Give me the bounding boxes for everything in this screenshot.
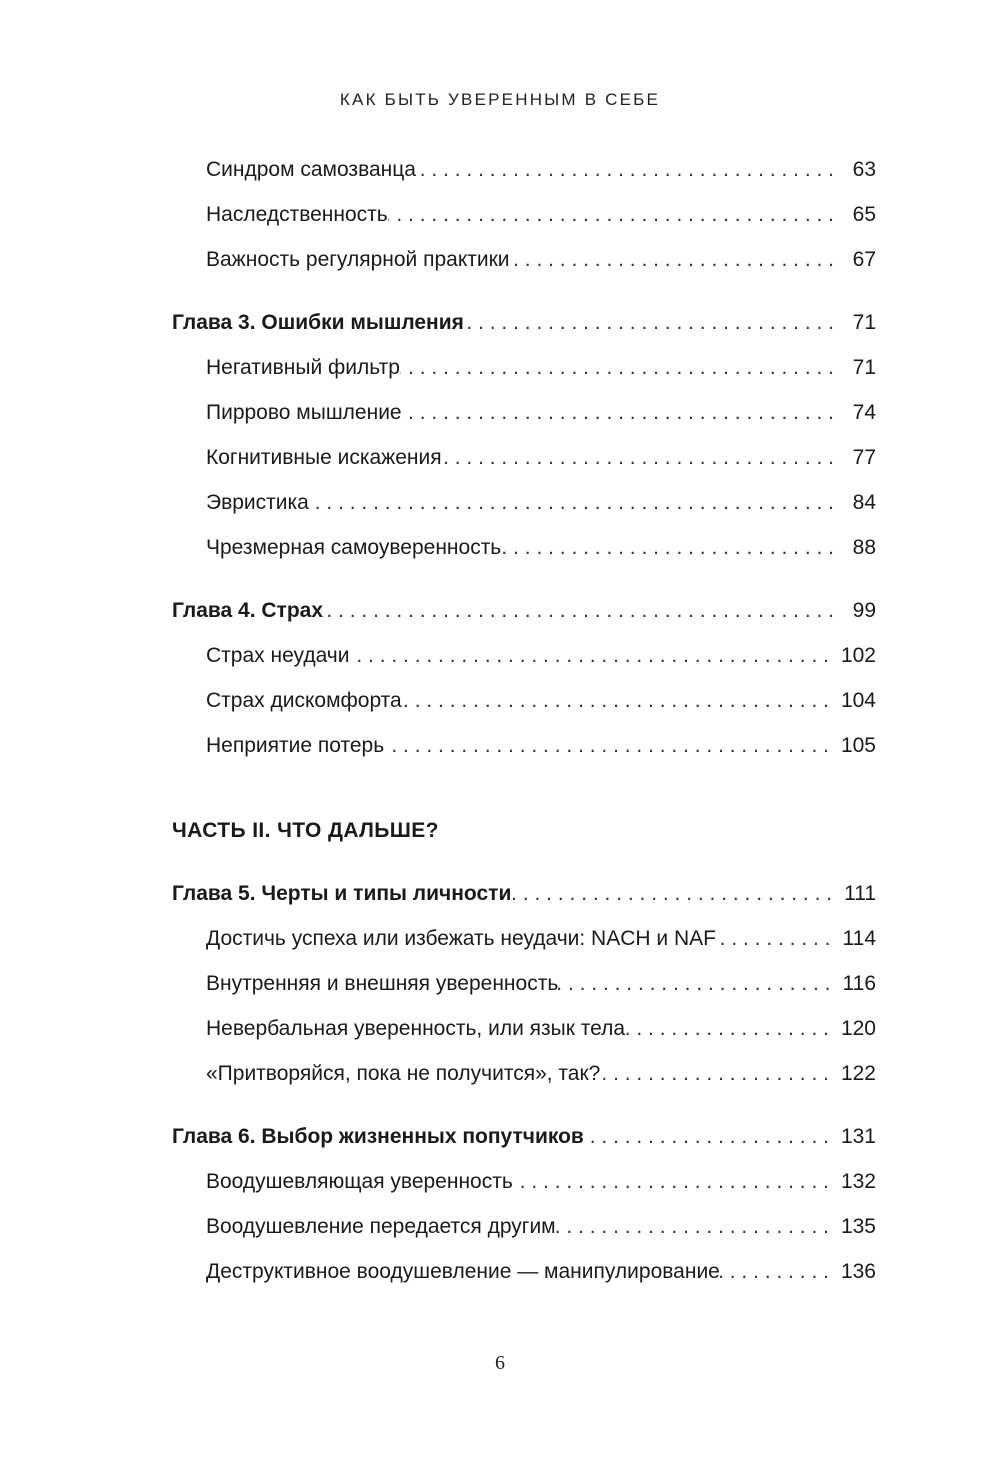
toc-entry[interactable]	[172, 147, 876, 192]
dot-leader	[511, 871, 832, 916]
dot-leader	[625, 1006, 829, 1051]
spacer	[172, 282, 876, 300]
toc-entry-label: Деструктивное воодушевление — манипулирование	[206, 1260, 720, 1283]
toc-entry-label: Наследственность	[206, 203, 388, 226]
toc-entry[interactable]	[172, 480, 876, 525]
dot-leader	[309, 480, 834, 525]
toc-entry[interactable]	[172, 525, 876, 570]
dot-leader	[416, 147, 834, 192]
toc-entry-label: Синдром самозванца	[206, 158, 416, 181]
toc-entry-page: 116	[842, 972, 876, 995]
toc-entry-label: Пиррово мышление	[206, 401, 402, 424]
toc-entry[interactable]	[172, 435, 876, 480]
toc-entry-page: 120	[840, 1017, 876, 1040]
toc-entry-page: 122	[840, 1062, 876, 1085]
toc-entry-page: 63	[852, 158, 876, 181]
toc-entry[interactable]	[172, 678, 876, 723]
dot-leader	[556, 1204, 829, 1249]
toc-entry-page: 132	[840, 1170, 876, 1193]
toc-entry-page: 65	[852, 203, 876, 226]
toc-entry-label: Внутренняя и внешняя уверенность	[206, 972, 559, 995]
spacer	[172, 768, 876, 808]
toc-entry-page: 136	[840, 1260, 876, 1283]
dot-leader	[402, 678, 829, 723]
toc-entry[interactable]	[172, 1159, 876, 1204]
toc-entry[interactable]	[172, 1204, 876, 1249]
toc-entry-label: Эвристика	[206, 491, 309, 514]
toc-entry[interactable]	[172, 390, 876, 435]
dot-leader	[513, 1159, 829, 1204]
toc-entry-label: Важность регулярной практики	[206, 248, 510, 271]
dot-leader	[402, 390, 834, 435]
toc-entry-label: Негативный фильтр	[206, 356, 400, 379]
toc-chapter-3[interactable]	[172, 300, 876, 345]
toc-entry[interactable]	[172, 723, 876, 768]
chapter-page: 111	[844, 882, 876, 905]
spacer	[172, 570, 876, 588]
toc-chapter-4[interactable]	[172, 588, 876, 633]
toc-entry-page: 88	[852, 536, 876, 559]
toc-entry-page: 135	[840, 1215, 876, 1238]
chapter-page: 99	[852, 599, 876, 622]
dot-leader	[501, 525, 834, 570]
page-number: 6	[495, 1352, 505, 1374]
toc-entry-page: 71	[852, 356, 876, 379]
toc-entry-page: 102	[840, 644, 876, 667]
toc-entry[interactable]	[172, 1051, 876, 1096]
toc-entry[interactable]	[172, 1006, 876, 1051]
dot-leader	[720, 1249, 829, 1294]
chapter-label: Глава 5. Черты и типы личности	[172, 882, 512, 905]
table-of-contents	[172, 147, 876, 1294]
toc-entry[interactable]	[172, 916, 876, 961]
running-header: КАК БЫТЬ УВЕРЕННЫМ В СЕБЕ	[339, 90, 661, 109]
toc-entry-page: 104	[840, 689, 876, 712]
toc-entry-label: Достичь успеха или избежать неудачи: NACH и NAF	[206, 927, 716, 950]
chapter-page: 71	[852, 311, 876, 334]
toc-entry[interactable]	[172, 345, 876, 390]
toc-chapter-5[interactable]	[172, 871, 876, 916]
chapter-label: Глава 3. Ошибки мышления	[172, 311, 464, 334]
toc-entry[interactable]	[172, 633, 876, 678]
dot-leader	[442, 435, 834, 480]
dot-leader	[349, 633, 828, 678]
toc-entry-page: 74	[852, 401, 876, 424]
dot-leader	[584, 1114, 829, 1159]
dot-leader	[323, 588, 834, 633]
part-title: ЧАСТЬ II. ЧТО ДАЛЬШЕ?	[172, 819, 439, 842]
dot-leader	[600, 1051, 829, 1096]
toc-entry-page: 84	[852, 491, 876, 514]
toc-entry-page: 114	[842, 927, 876, 950]
spacer	[172, 1096, 876, 1114]
toc-entry-label: Воодушевление передается другим	[206, 1215, 556, 1238]
chapter-label: Глава 4. Страх	[172, 599, 324, 622]
chapter-label: Глава 6. Выбор жизненных попутчиков	[172, 1125, 584, 1148]
spacer	[172, 853, 876, 871]
dot-leader	[558, 961, 830, 1006]
toc-entry-label: Когнитивные искажения	[206, 446, 442, 469]
toc-entry[interactable]	[172, 1249, 876, 1294]
toc-entry-page: 67	[852, 248, 876, 271]
toc-chapter-6[interactable]	[172, 1114, 876, 1159]
toc-entry-label: Страх дискомфорта	[206, 689, 402, 712]
toc-entry-label: Воодушевляющая уверенность	[206, 1170, 513, 1193]
dot-leader	[510, 237, 834, 282]
dot-leader	[716, 916, 831, 961]
dot-leader	[388, 192, 834, 237]
toc-entry-label: Неприятие потерь	[206, 734, 385, 757]
dot-leader	[464, 300, 834, 345]
toc-entry-label: Страх неудачи	[206, 644, 350, 667]
toc-entry-label: «Притворяйся, пока не получится», так?	[206, 1062, 601, 1085]
toc-entry-label: Невербальная уверенность, или язык тела	[206, 1017, 626, 1040]
toc-entry-page: 77	[852, 446, 876, 469]
dot-leader	[384, 723, 829, 768]
toc-entry-label: Чрезмерная самоуверенность	[206, 536, 502, 559]
toc-entry[interactable]	[172, 237, 876, 282]
toc-entry[interactable]	[172, 192, 876, 237]
chapter-page: 131	[840, 1125, 876, 1148]
toc-entry[interactable]	[172, 961, 876, 1006]
dot-leader	[400, 345, 834, 390]
toc-entry-page: 105	[840, 734, 876, 757]
